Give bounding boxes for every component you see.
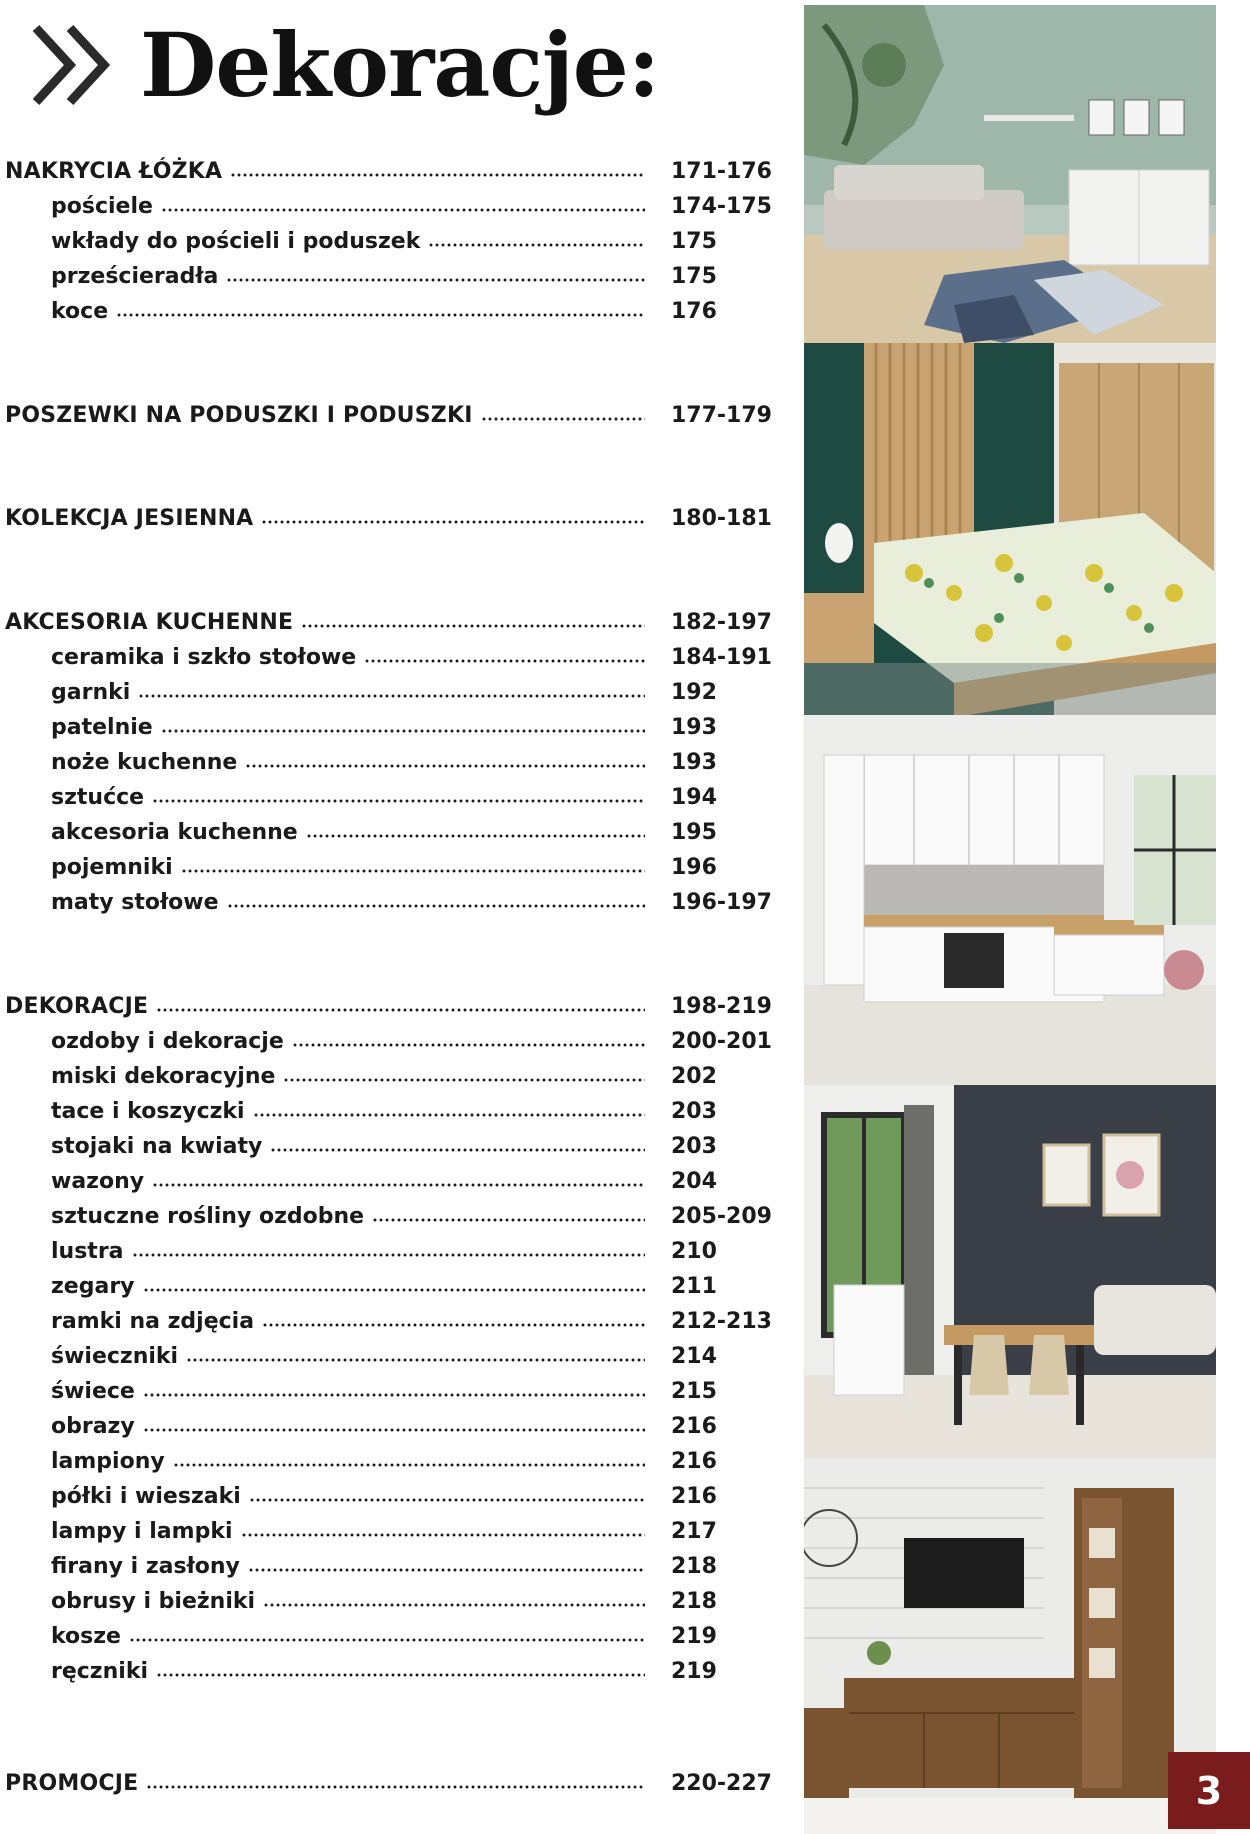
toc-item: [0, 1475, 780, 1509]
dot-leader: [143, 1427, 645, 1433]
page-range: 211: [671, 1274, 717, 1299]
item-label: firany i zasłony: [51, 1554, 240, 1579]
toc-item: [0, 1615, 780, 1649]
dot-leader: [143, 1392, 645, 1398]
toc-section: [0, 497, 780, 531]
toc-item: [0, 776, 780, 810]
item-label: pościele: [51, 194, 153, 219]
section-title: AKCESORIA KUCHENNE: [5, 610, 294, 635]
toc-item: [0, 881, 780, 915]
dot-leader: [181, 868, 645, 874]
item-label: koce: [51, 299, 109, 324]
page-range: 220-227: [671, 1771, 772, 1796]
page-range: 195: [671, 820, 717, 845]
toc-section: [0, 1762, 780, 1796]
item-label: obrazy: [51, 1414, 135, 1439]
item-label: prześcieradła: [51, 264, 219, 289]
section-title: POSZEWKI NA PODUSZKI I PODUSZKI: [5, 403, 473, 428]
item-label: zegary: [51, 1274, 135, 1299]
dot-leader: [270, 1147, 645, 1153]
toc-item: [0, 220, 780, 254]
dot-leader: [143, 1287, 645, 1293]
toc-item: [0, 671, 780, 705]
dot-leader: [364, 658, 645, 664]
toc-item: [0, 1265, 780, 1299]
dot-leader: [292, 1042, 645, 1048]
item-label: stojaki na kwiaty: [51, 1134, 263, 1159]
toc-item: [0, 255, 780, 289]
page-range: 200-201: [671, 1029, 772, 1054]
toc-item: [0, 1510, 780, 1544]
item-label: półki i wieszaki: [51, 1484, 241, 1509]
page-range: 219: [671, 1659, 717, 1684]
toc-item: [0, 1580, 780, 1614]
dot-leader: [261, 519, 645, 525]
page-range: 203: [671, 1134, 717, 1159]
page-range: 180-181: [671, 506, 772, 531]
page-range: 175: [671, 229, 717, 254]
item-label: wazony: [51, 1169, 145, 1194]
dot-leader: [227, 903, 645, 909]
dot-leader: [116, 312, 645, 318]
toc-item: [0, 706, 780, 740]
item-label: lampiony: [51, 1449, 165, 1474]
page-range: 196-197: [671, 890, 772, 915]
dot-leader: [249, 1497, 645, 1503]
toc-section: [0, 150, 780, 184]
item-label: obrusy i bieżniki: [51, 1589, 256, 1614]
page-range: 216: [671, 1449, 717, 1474]
page-range: 177-179: [671, 403, 772, 428]
dot-leader: [161, 728, 645, 734]
dot-leader: [161, 207, 645, 213]
page-range: 204: [671, 1169, 717, 1194]
dot-leader: [156, 1672, 645, 1678]
item-label: świece: [51, 1379, 135, 1404]
toc-item: [0, 1650, 780, 1684]
section-title: KOLEKCJA JESIENNA: [5, 506, 254, 531]
item-label: świeczniki: [51, 1344, 179, 1369]
item-label: lustra: [51, 1239, 124, 1264]
page-range: 194: [671, 785, 717, 810]
toc-item: [0, 636, 780, 670]
toc-item: [0, 1370, 780, 1404]
item-label: maty stołowe: [51, 890, 219, 915]
toc-item: [0, 1230, 780, 1264]
item-label: wkłady do pościeli i poduszek: [51, 229, 421, 254]
toc-item: [0, 1335, 780, 1369]
section-title: NAKRYCIA ŁÓŻKA: [5, 159, 223, 184]
dot-leader: [146, 1784, 645, 1790]
toc-item: [0, 1440, 780, 1474]
toc-item: [0, 1125, 780, 1159]
page-range: 193: [671, 750, 717, 775]
page-range: 203: [671, 1099, 717, 1124]
item-label: ramki na zdjęcia: [51, 1309, 255, 1334]
page-range: 214: [671, 1344, 717, 1369]
page-range: 193: [671, 715, 717, 740]
page-title: Dekoracje:: [140, 13, 660, 117]
page-range: 175: [671, 264, 717, 289]
section-title: PROMOCJE: [5, 1771, 139, 1796]
toc-section: [0, 601, 780, 635]
toc-item: [0, 1545, 780, 1579]
dot-leader: [152, 1182, 645, 1188]
toc-item: [0, 811, 780, 845]
dot-leader: [301, 623, 645, 629]
dot-leader: [248, 1567, 645, 1573]
toc-item: [0, 1160, 780, 1194]
living-room-photo: [804, 1458, 1216, 1834]
page-range: 210: [671, 1239, 717, 1264]
page-range: 192: [671, 680, 717, 705]
dot-leader: [152, 798, 645, 804]
toc-item: [0, 1090, 780, 1124]
dot-leader: [262, 1322, 645, 1328]
dot-leader: [263, 1602, 645, 1608]
toc-item: [0, 1055, 780, 1089]
item-label: pojemniki: [51, 855, 173, 880]
item-label: ceramika i szkło stołowe: [51, 645, 357, 670]
toc-item: [0, 1300, 780, 1334]
dot-leader: [230, 172, 645, 178]
page-range: 217: [671, 1519, 717, 1544]
dot-leader: [186, 1357, 645, 1363]
page-range: 215: [671, 1379, 717, 1404]
item-label: ozdoby i dekoracje: [51, 1029, 284, 1054]
dot-leader: [226, 277, 645, 283]
page-range: 198-219: [671, 994, 772, 1019]
item-label: miski dekoracyjne: [51, 1064, 276, 1089]
page-range: 176: [671, 299, 717, 324]
page-range: 174-175: [671, 194, 772, 219]
page-range: 205-209: [671, 1204, 772, 1229]
dot-leader: [306, 833, 645, 839]
dot-leader: [132, 1252, 645, 1258]
page-range: 218: [671, 1589, 717, 1614]
item-label: patelnie: [51, 715, 153, 740]
item-label: akcesoria kuchenne: [51, 820, 298, 845]
dot-leader: [372, 1217, 645, 1223]
dining-room-photo: [804, 1085, 1216, 1458]
section-title: DEKORACJE: [5, 994, 149, 1019]
toc-item: [0, 741, 780, 775]
dot-leader: [245, 763, 645, 769]
dot-leader: [283, 1077, 645, 1083]
dot-leader: [481, 416, 645, 422]
page-range: 184-191: [671, 645, 772, 670]
toc-section: [0, 985, 780, 1019]
kids-room-photo: [804, 5, 1216, 343]
dot-leader: [138, 693, 645, 699]
toc-item: [0, 1195, 780, 1229]
page-range: 171-176: [671, 159, 772, 184]
item-label: lampy i lampki: [51, 1519, 233, 1544]
toc-item: [0, 290, 780, 324]
kitchen-photo: [804, 715, 1216, 1085]
dot-leader: [156, 1007, 645, 1013]
item-label: garnki: [51, 680, 131, 705]
dot-leader: [253, 1112, 645, 1118]
page-range: 182-197: [671, 610, 772, 635]
page-range: 216: [671, 1414, 717, 1439]
toc-item: [0, 1405, 780, 1439]
item-label: noże kuchenne: [51, 750, 238, 775]
item-label: kosze: [51, 1624, 121, 1649]
page-range: 218: [671, 1554, 717, 1579]
page-range: 216: [671, 1484, 717, 1509]
item-label: sztuczne rośliny ozdobne: [51, 1204, 365, 1229]
item-label: ręczniki: [51, 1659, 148, 1684]
page-range: 219: [671, 1624, 717, 1649]
dot-leader: [173, 1462, 645, 1468]
item-label: tace i koszyczki: [51, 1099, 245, 1124]
page-range: 196: [671, 855, 717, 880]
page-range: 212-213: [671, 1309, 772, 1334]
toc-section: [0, 394, 780, 428]
bedroom-photo: [804, 343, 1216, 715]
dot-leader: [129, 1637, 645, 1643]
page-number-badge: 3: [1168, 1752, 1250, 1829]
item-label: sztućce: [51, 785, 145, 810]
toc-item: [0, 1020, 780, 1054]
toc-item: [0, 846, 780, 880]
dot-leader: [428, 242, 645, 248]
toc-item: [0, 185, 780, 219]
page-range: 202: [671, 1064, 717, 1089]
dot-leader: [241, 1532, 645, 1538]
